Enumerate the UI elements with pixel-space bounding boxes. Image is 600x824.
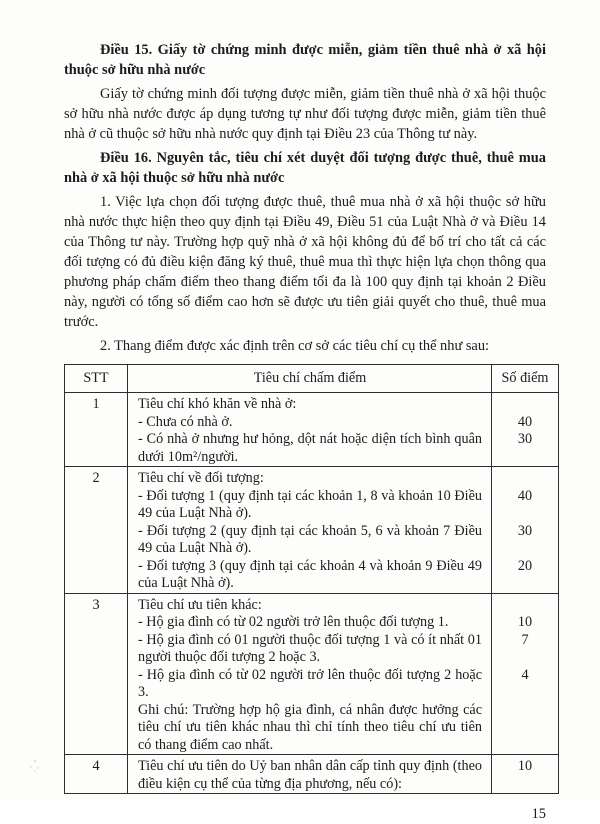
criteria-cell: Tiêu chí ưu tiên do Uỷ ban nhân dân cấp tỉnh quy định (theo điều kiện cụ thể của từng địa phương, nếu có):: [128, 755, 492, 794]
stt-cell: 2: [65, 467, 128, 594]
score-cell: 10: [492, 614, 559, 632]
stt-cell: 4: [65, 755, 128, 794]
score-cell: 20: [492, 558, 559, 594]
article-15-heading: Điều 15. Giấy tờ chứng minh được miễn, giảm tiền thuê nhà ở xã hội thuộc sở hữu nhà nước: [64, 42, 546, 78]
score-cell: [492, 702, 559, 755]
stt-cell: 3: [65, 593, 128, 755]
score-cell: [492, 593, 559, 614]
table-row: [65, 467, 559, 594]
article-16-paragraph-2: 2. Thang điểm được xác định trên cơ sở các tiêu chí cụ thể như sau:: [100, 338, 490, 354]
header-stt: STT: [65, 365, 128, 393]
table-row: [65, 393, 559, 467]
score-cell: [492, 393, 559, 414]
score-cell: 7: [492, 632, 559, 667]
criteria-cell: - Đối tượng 1 (quy định tại các khoản 1, 8 và khoản 10 Điều 49 của Luật Nhà ở).: [128, 488, 492, 523]
score-cell: 30: [492, 431, 559, 467]
table-row: [65, 593, 559, 755]
score-cell: [492, 467, 559, 488]
header-score: Số điểm: [492, 365, 559, 393]
table-row: [65, 755, 559, 794]
criteria-cell: - Hộ gia đình có từ 02 người trở lên thuộc đối tượng 2 hoặc 3.: [128, 667, 492, 702]
article-16-paragraph-1: 1. Việc lựa chọn đối tượng được thuê, thuê mua nhà ở xã hội thuộc sở hữu nhà nước thực hiện theo quy định tại Điều 49, Điều 51 của Luật Nhà ở và Điều 14 của Thông tư này. Trường hợp quỹ nhà ở xã hội không đủ để bố trí cho tất cả các đối tượng có đủ điều kiện đăng ký thuê, thuê mua thì thực hiện lựa chọn thông qua phương pháp chấm điểm theo thang điểm tối đa là 100 quy định tại khoản 2 Điều này, người có tổng số điểm cao hơn sẽ được ưu tiên giải quyết cho thuê, thuê mua trước.: [64, 194, 546, 330]
criteria-cell: - Chưa có nhà ở.: [128, 414, 492, 432]
page-content: [64, 40, 549, 824]
score-cell: 10: [492, 755, 559, 794]
criteria-cell: - Đối tượng 2 (quy định tại các khoản 5, 6 và khoản 7 Điều 49 của Luật Nhà ở).: [128, 523, 492, 558]
score-cell: 40: [492, 488, 559, 523]
criteria-cell: - Hộ gia đình có từ 02 người trở lên thuộc đối tượng 1.: [128, 614, 492, 632]
score-cell: 4: [492, 667, 559, 702]
stt-cell: 1: [65, 393, 128, 467]
criteria-cell: Tiêu chí về đối tượng:: [128, 467, 492, 488]
header-criteria: Tiêu chí chấm điểm: [128, 365, 492, 393]
criteria-cell: - Có nhà ở nhưng hư hỏng, dột nát hoặc diện tích bình quân dưới 10m²/người.: [128, 431, 492, 467]
criteria-cell: - Đối tượng 3 (quy định tại các khoản 4 và khoản 9 Điều 49 của Luật Nhà ở).: [128, 558, 492, 594]
page-number: 15: [531, 806, 546, 822]
table-header: [65, 365, 559, 393]
criteria-cell: Tiêu chí khó khăn về nhà ở:: [128, 393, 492, 414]
score-cell: 30: [492, 523, 559, 558]
article-16-heading: Điều 16. Nguyên tắc, tiêu chí xét duyệt đối tượng được thuê, thuê mua nhà ở xã hội thuộc sở hữu nhà nước: [64, 150, 546, 186]
criteria-note-cell: Ghi chú: Trường hợp hộ gia đình, cá nhân được hưởng các tiêu chí ưu tiên khác nhau thì chỉ tính theo tiêu chí ưu tiên có thang điểm cao nhất.: [128, 702, 492, 755]
criteria-cell: Tiêu chí ưu tiên khác:: [128, 593, 492, 614]
score-cell: 40: [492, 414, 559, 432]
scoring-criteria-table: [64, 364, 559, 794]
article-15-paragraph: Giấy tờ chứng minh đối tượng được miễn, giảm tiền thuê nhà ở xã hội thuộc sở hữu nhà nước được áp dụng tương tự như đối tượng được miễn, giảm tiền thuê nhà ở cũ thuộc sở hữu nhà nước quy định tại Điều 23 của Thông tư này.: [64, 86, 546, 142]
scan-artifact: [28, 758, 44, 772]
criteria-cell: - Hộ gia đình có 01 người thuộc đối tượng 1 và có ít nhất 01 người thuộc đối tượng 2 hoặc 3.: [128, 632, 492, 667]
